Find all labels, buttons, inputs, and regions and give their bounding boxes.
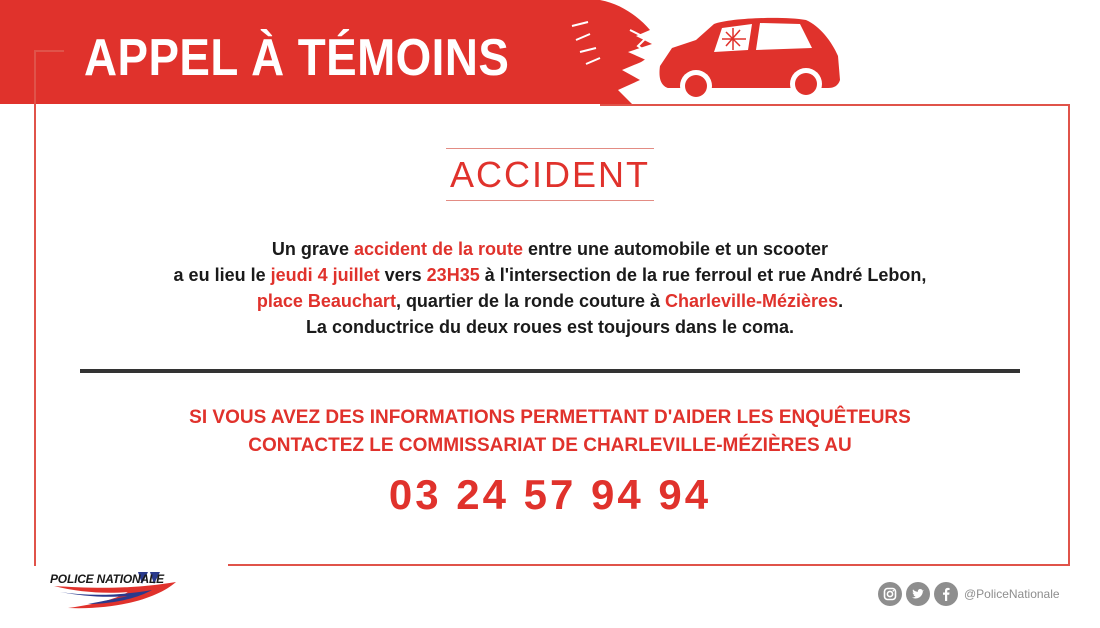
text: . [838, 291, 844, 311]
social-handle[interactable]: @PoliceNationale [964, 587, 1060, 601]
text: vers [379, 265, 427, 285]
description-line [0, 236, 1100, 262]
frame-line [34, 50, 64, 52]
frame-line [34, 552, 36, 566]
highlight-text: place Beauchart [256, 291, 396, 311]
instagram-icon[interactable] [878, 582, 902, 606]
highlight-text: jeudi 4 juillet [270, 265, 380, 285]
highlight-text: Charleville-Mézières [665, 291, 839, 311]
text: a eu lieu le [173, 265, 271, 285]
text: , quartier de la ronde couture à [395, 291, 665, 311]
logo-text: POLICE NATIONALE [50, 572, 164, 586]
cta-line: CONTACTEZ LE COMMISSARIAT DE CHARLEVILLE-MÉZIÈRES AU [248, 435, 852, 456]
subtitle: ACCIDENT [446, 148, 654, 201]
description-line [0, 288, 1100, 314]
highlight-text: accident de la route [353, 239, 524, 259]
page-title: APPEL À TÉMOINS [84, 29, 510, 87]
call-to-action [0, 404, 1100, 460]
facebook-icon[interactable] [934, 582, 958, 606]
highlight-text: 23H35 [426, 265, 480, 285]
frame-line [600, 104, 1070, 106]
description-line [0, 262, 1100, 288]
description-line: La conductrice du deux roues est toujours dans le coma. [305, 317, 795, 337]
text: à l'intersection de la rue ferroul et rue André Lebon, [479, 265, 927, 285]
subtitle-container [0, 148, 1100, 201]
frame-line [228, 564, 1070, 566]
phone-number[interactable]: 03 24 57 94 94 [388, 471, 712, 518]
twitter-icon[interactable] [906, 582, 930, 606]
cta-line: SI VOUS AVEZ DES INFORMATIONS PERMETTANT D'AIDER LES ENQUÊTEURS [189, 407, 911, 428]
divider [80, 369, 1020, 373]
text: Un grave [271, 239, 354, 259]
text: entre une automobile et un scooter [523, 239, 829, 259]
description [0, 236, 1100, 340]
